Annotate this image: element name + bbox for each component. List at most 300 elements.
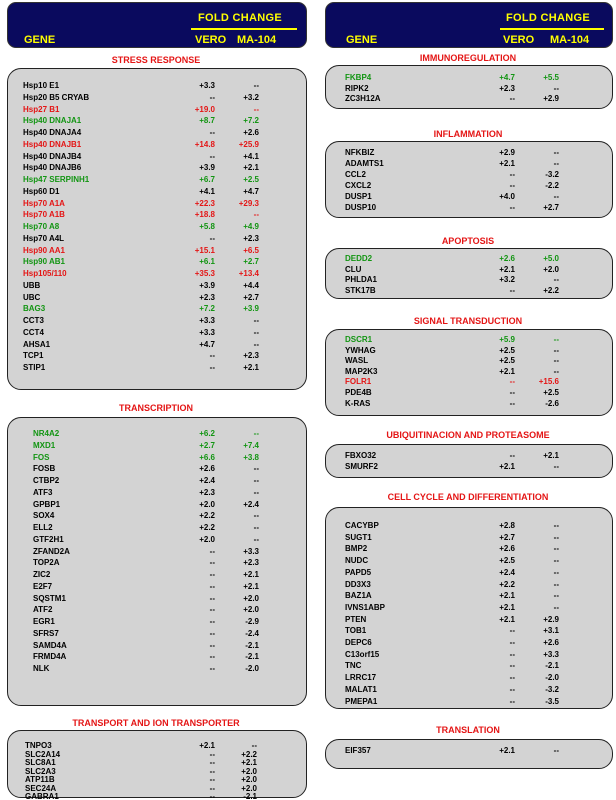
vero-value: +2.6	[499, 254, 515, 263]
table-row	[345, 602, 575, 613]
vero-value: --	[209, 363, 215, 372]
gene-name: FBXO32	[345, 451, 377, 460]
ma104-value: +4.1	[243, 151, 259, 161]
vero-value: --	[209, 775, 215, 784]
vero-value: +2.3	[199, 487, 215, 497]
ma104-value: +2.0	[243, 605, 259, 615]
ma104-value: --	[253, 104, 259, 114]
vero-value: +2.6	[499, 544, 515, 554]
ma104-value: +3.9	[243, 304, 259, 314]
ma104-value: +2.1	[243, 581, 259, 591]
gene-name: MAP2K3	[345, 366, 378, 376]
vero-value: +5.9	[499, 335, 515, 344]
vero-value: +5.8	[199, 222, 215, 231]
ma104-value: --	[253, 511, 259, 521]
ma104-value: --	[553, 158, 559, 168]
table-row	[345, 180, 575, 191]
section-title-transcription: TRANSCRIPTION	[119, 403, 193, 413]
gene-name: DSCR1	[345, 335, 373, 344]
vero-value: --	[209, 570, 215, 579]
gene-name: NR4A2	[33, 429, 60, 438]
ma104-label: MA-104	[237, 34, 277, 46]
gene-name: DEPC6	[345, 638, 372, 647]
table-row	[345, 532, 575, 543]
vero-value: +2.5	[499, 345, 515, 355]
ma104-value: --	[253, 523, 259, 532]
gene-name: UBB	[23, 280, 41, 290]
ma104-value: --	[553, 746, 559, 755]
ma104-value: +4.7	[243, 186, 259, 196]
gene-name: PDE4B	[345, 388, 372, 397]
gene-name: Hsp70 A1B	[23, 210, 65, 220]
table-row	[33, 475, 275, 486]
vero-value: +2.3	[499, 83, 515, 93]
gene-name: ZFAND2A	[33, 546, 70, 556]
table-row	[23, 80, 275, 91]
gene-name: Hsp70 A4L	[23, 233, 65, 243]
table-row	[23, 315, 275, 326]
vero-label: VERO	[503, 34, 535, 46]
ma104-value: +7.4	[243, 440, 259, 450]
table-row	[33, 452, 275, 463]
ma104-value: --	[553, 461, 559, 471]
table-row	[345, 590, 575, 601]
vero-value: +2.9	[499, 148, 515, 157]
ma104-value: --	[553, 83, 559, 93]
ma104-value: -3.5	[545, 696, 559, 706]
ma104-value: -3.2	[545, 169, 559, 179]
gene-name: ELL2	[33, 523, 53, 532]
ma104-value: +15.6	[538, 377, 559, 387]
gene-name: Hsp60 D1	[23, 186, 60, 196]
vero-value: --	[509, 638, 515, 647]
ma104-value: --	[251, 741, 257, 750]
ma104-value: +25.9	[238, 139, 259, 149]
gene-name: IVNS1ABP	[345, 602, 386, 612]
table-row	[33, 616, 275, 627]
ma104-value: +3.3	[243, 546, 259, 556]
vero-value: --	[509, 684, 515, 694]
gene-name: CCT4	[23, 327, 44, 337]
vero-value: +2.1	[499, 746, 515, 755]
table-row	[23, 209, 275, 220]
gene-name: LRRC17	[345, 673, 377, 683]
table-row	[23, 292, 275, 303]
table-row	[23, 327, 275, 338]
vero-value: +2.5	[499, 556, 515, 566]
table-row	[345, 398, 575, 409]
table-row	[23, 256, 275, 267]
table-row	[23, 139, 275, 150]
gene-name: FOLR1	[345, 377, 372, 387]
table-row	[345, 555, 575, 566]
gene-name: YWHAG	[345, 345, 376, 355]
gene-name: NLK	[33, 664, 50, 673]
ma104-value: --	[553, 544, 559, 554]
vero-value: --	[209, 617, 215, 626]
ma104-value: +2.7	[243, 257, 259, 267]
section-title-signal-transduction: SIGNAL TRANSDUCTION	[413, 316, 523, 326]
gene-name: FKBP4	[345, 73, 372, 82]
ma104-value: --	[253, 210, 259, 220]
table-row	[345, 461, 575, 472]
ma104-value: +2.0	[543, 264, 559, 274]
gene-name: ZC3H12A	[345, 94, 381, 103]
table-row	[33, 522, 275, 533]
vero-value: --	[509, 180, 515, 190]
gene-name: Hsp40 DNAJB6	[23, 163, 82, 173]
vero-value: +4.1	[199, 186, 215, 196]
vero-value: --	[209, 593, 215, 603]
ma104-value: +2.2	[241, 749, 257, 759]
gene-name: DEDD2	[345, 254, 373, 263]
table-row	[33, 499, 275, 510]
table-row	[33, 628, 275, 639]
table-row	[345, 543, 575, 554]
ma104-value: +2.1	[243, 570, 259, 579]
ma104-value: +2.3	[243, 233, 259, 243]
gene-name: SMURF2	[345, 461, 378, 471]
vero-value: --	[209, 640, 215, 650]
gene-label: GENE	[24, 34, 56, 46]
ma104-value: +4.4	[243, 280, 259, 290]
header-right	[325, 2, 613, 48]
table-row	[345, 202, 575, 213]
vero-value: +2.1	[499, 614, 515, 624]
section-title-inflammation: INFLAMMATION	[433, 129, 503, 139]
ma104-value: +2.0	[241, 783, 257, 793]
ma104-value: +5.5	[543, 73, 559, 82]
vero-value: --	[509, 673, 515, 683]
vero-value: --	[209, 128, 215, 137]
gene-name: EIF357	[345, 746, 371, 755]
vero-value: +4.7	[199, 339, 215, 349]
table-row	[25, 791, 273, 800]
gene-name: GPBP1	[33, 499, 61, 509]
table-row	[345, 745, 575, 756]
gene-name: SAMD4A	[33, 640, 67, 650]
vero-value: +2.8	[499, 521, 515, 530]
header-rule	[191, 28, 297, 30]
vero-value: +3.3	[199, 327, 215, 337]
table-row	[23, 186, 275, 197]
table-row	[33, 581, 275, 592]
table-row	[345, 696, 575, 707]
vero-value: +18.8	[194, 210, 215, 220]
ma104-value: +2.3	[243, 351, 259, 361]
vero-value: +7.2	[199, 304, 215, 314]
gene-name: FRMD4A	[33, 652, 67, 662]
ma104-value: +3.2	[243, 92, 259, 102]
table-row	[33, 440, 275, 451]
gene-name: EGR1	[33, 617, 55, 626]
gene-name: Hsp47 SERPINH1	[23, 175, 90, 184]
table-row	[33, 510, 275, 521]
gene-name: ATP11B	[25, 775, 55, 784]
gene-name: Hsp10 E1	[23, 81, 60, 90]
vero-value: --	[209, 546, 215, 556]
gene-name: ADAMTS1	[345, 158, 384, 168]
gene-name: ATF2	[33, 605, 53, 615]
vero-value: --	[209, 605, 215, 615]
gene-name: SUGT1	[345, 532, 372, 542]
table-row	[345, 285, 575, 296]
table-row	[345, 579, 575, 590]
vero-value: --	[209, 783, 215, 793]
gene-name: PHLDA1	[345, 275, 378, 285]
gene-name: Hsp40 DNAJA1	[23, 116, 82, 126]
vero-value: +6.7	[199, 175, 215, 184]
gene-name: ZIC2	[33, 570, 51, 579]
gene-name: Hsp105/110	[23, 269, 67, 278]
vero-value: +2.0	[199, 499, 215, 509]
vero-value: +3.9	[199, 280, 215, 290]
fold-change-label: FOLD CHANGE	[506, 12, 590, 24]
ma104-value: +2.5	[543, 388, 559, 397]
gene-name: GTF2H1	[33, 534, 64, 544]
table-row	[23, 233, 275, 244]
section-title-transport-and-ion-transporter: TRANSPORT AND ION TRANSPORTER	[72, 718, 240, 728]
vero-value: --	[209, 749, 215, 759]
vero-value: --	[209, 628, 215, 638]
gene-name: TNC	[345, 661, 362, 671]
ma104-value: --	[553, 345, 559, 355]
gene-name: TCP1	[23, 351, 44, 361]
gene-name: TNPO3	[25, 741, 52, 750]
vero-value: +15.1	[194, 245, 215, 255]
table-row	[23, 280, 275, 291]
vero-value: +14.8	[194, 139, 215, 149]
gene-label: GENE	[346, 34, 378, 46]
ma104-value: --	[553, 591, 559, 601]
table-row	[23, 174, 275, 185]
vero-value: --	[209, 351, 215, 361]
gene-name: K-RAS	[345, 398, 371, 408]
ma104-value: +2.9	[543, 614, 559, 624]
gene-name: Hsp90 AB1	[23, 257, 65, 267]
vero-value: --	[209, 664, 215, 673]
vero-value: --	[509, 696, 515, 706]
vero-value: --	[509, 661, 515, 671]
ma104-value: -2.2	[545, 180, 559, 190]
vero-value: --	[209, 581, 215, 591]
vero-value: +2.1	[499, 366, 515, 376]
vero-value: --	[209, 151, 215, 161]
table-row	[33, 651, 275, 662]
section-title-ubiquitinacion-and-proteasome: UBIQUITINACION AND PROTEASOME	[386, 430, 550, 440]
gene-name: SQSTM1	[33, 593, 66, 603]
vero-value: +2.4	[199, 476, 215, 485]
vero-value: --	[509, 169, 515, 179]
gene-name: PMEPA1	[345, 696, 378, 706]
ma104-value: --	[553, 532, 559, 542]
gene-name: DD3X3	[345, 579, 371, 589]
gene-name: NFKBIZ	[345, 148, 375, 157]
table-row	[23, 127, 275, 138]
vero-label: VERO	[195, 34, 227, 46]
vero-value: --	[509, 649, 515, 659]
ma104-value: +2.7	[543, 202, 559, 212]
ma104-value: -2.4	[245, 628, 259, 638]
gene-name: DUSP10	[345, 202, 377, 212]
gene-name: FOSB	[33, 464, 56, 474]
vero-value: --	[509, 286, 515, 296]
table-row	[345, 158, 575, 169]
gene-name: NUDC	[345, 556, 369, 566]
table-row	[345, 253, 575, 264]
table-row	[345, 387, 575, 398]
vero-value: --	[509, 202, 515, 212]
vero-value: +6.1	[199, 257, 215, 267]
table-row	[33, 534, 275, 545]
ma104-value: +7.2	[243, 116, 259, 126]
table-row	[345, 72, 575, 83]
ma104-value: --	[253, 327, 259, 337]
vero-value: +2.1	[499, 158, 515, 168]
vero-value: +3.3	[199, 81, 215, 90]
vero-value: +2.7	[499, 532, 515, 542]
ma104-value: +29.3	[238, 198, 259, 208]
table-row	[23, 362, 275, 373]
vero-value: +4.7	[499, 73, 515, 82]
table-row	[33, 487, 275, 498]
ma104-value: +2.7	[243, 292, 259, 302]
vero-value: --	[509, 388, 515, 397]
table-row	[33, 663, 275, 674]
ma104-value: --	[253, 464, 259, 474]
ma104-value: --	[553, 602, 559, 612]
ma104-value: --	[553, 366, 559, 376]
vero-value: --	[209, 652, 215, 662]
vero-value: +2.2	[199, 511, 215, 521]
ma104-value: -2.1	[245, 652, 259, 662]
gene-name: BAG3	[23, 304, 46, 314]
vero-value: --	[209, 792, 215, 800]
table-row	[345, 345, 575, 356]
ma104-value: +3.1	[543, 626, 559, 636]
table-row	[33, 557, 275, 568]
ma104-value: --	[553, 356, 559, 366]
vero-value: +3.2	[499, 275, 515, 285]
ma104-value: --	[253, 81, 259, 90]
gene-name: CCT3	[23, 316, 44, 325]
vero-value: --	[509, 94, 515, 103]
vero-value: +2.1	[199, 741, 215, 750]
ma104-value: +2.6	[243, 128, 259, 137]
ma104-value: --	[553, 567, 559, 577]
ma104-value: +2.9	[543, 94, 559, 103]
table-row	[345, 625, 575, 636]
table-row	[33, 640, 275, 651]
vero-value: --	[509, 451, 515, 460]
ma104-value: +2.1	[241, 758, 257, 767]
section-title-translation: TRANSLATION	[436, 725, 500, 735]
table-row	[23, 104, 275, 115]
table-row	[345, 93, 575, 104]
gene-name: GABRA1	[25, 792, 59, 800]
table-row	[23, 339, 275, 350]
vero-value: +2.1	[499, 264, 515, 274]
vero-value: +2.1	[499, 591, 515, 601]
table-row	[33, 428, 275, 439]
gene-name: TOP2A	[33, 558, 60, 568]
ma104-value: +13.4	[238, 269, 259, 278]
ma104-value: -2.1	[545, 661, 559, 671]
header-rule	[500, 28, 604, 30]
table-row	[23, 162, 275, 173]
gene-name: CCL2	[345, 169, 366, 179]
table-row	[23, 151, 275, 162]
gene-name: CTBP2	[33, 476, 60, 485]
vero-value: +2.2	[199, 523, 215, 532]
gene-name: PAPD5	[345, 567, 372, 577]
table-row	[345, 637, 575, 648]
vero-value: +2.0	[199, 534, 215, 544]
table-row	[33, 569, 275, 580]
table-row	[345, 649, 575, 660]
ma104-value: --	[553, 191, 559, 201]
gene-name: CXCL2	[345, 180, 372, 190]
table-row	[23, 350, 275, 361]
ma104-value: +4.9	[243, 222, 259, 231]
section-title-stress-response: STRESS RESPONSE	[111, 55, 201, 65]
vero-value: --	[209, 758, 215, 767]
table-row	[23, 92, 275, 103]
ma104-value: -3.2	[545, 684, 559, 694]
section-title-cell-cycle-and-differentiation: CELL CYCLE AND DIFFERENTIATION	[387, 492, 549, 502]
header-left	[7, 2, 307, 48]
table-row	[23, 303, 275, 314]
vero-value: +2.1	[499, 461, 515, 471]
gene-name: SLC2A3	[25, 766, 56, 776]
table-row	[33, 593, 275, 604]
vero-value: --	[209, 558, 215, 568]
ma104-value: +2.6	[543, 638, 559, 647]
gene-name: STIP1	[23, 363, 46, 372]
gene-name: Hsp70 A8	[23, 222, 60, 231]
vero-value: +2.1	[499, 602, 515, 612]
ma104-value: +3.3	[543, 649, 559, 659]
gene-name: Hsp40 DNAJB4	[23, 151, 82, 161]
gene-name: STK17B	[345, 286, 376, 296]
table-row	[345, 355, 575, 366]
ma104-value: +2.4	[243, 499, 259, 509]
table-row	[23, 221, 275, 232]
gene-name: MXD1	[33, 440, 56, 450]
ma104-value: +2.1	[243, 163, 259, 173]
table-row	[23, 115, 275, 126]
gene-name: UBC	[23, 292, 41, 302]
ma104-value: +2.5	[243, 175, 259, 184]
ma104-value: +2.0	[243, 593, 259, 603]
ma104-value: +2.0	[241, 775, 257, 784]
ma104-value: +5.0	[543, 254, 559, 263]
ma104-value: --	[553, 579, 559, 589]
ma104-value: --	[553, 275, 559, 285]
table-row	[345, 191, 575, 202]
gene-name: RIPK2	[345, 83, 369, 93]
vero-value: +6.6	[199, 452, 215, 462]
table-row	[33, 546, 275, 557]
ma104-value: --	[253, 316, 259, 325]
vero-value: --	[209, 92, 215, 102]
gene-name: SLC2A14	[25, 749, 61, 759]
gene-name: SLC8A1	[25, 758, 56, 767]
table-row	[345, 169, 575, 180]
table-row	[345, 614, 575, 625]
ma104-value: +2.1	[543, 451, 559, 460]
ma104-value: +2.0	[241, 766, 257, 776]
